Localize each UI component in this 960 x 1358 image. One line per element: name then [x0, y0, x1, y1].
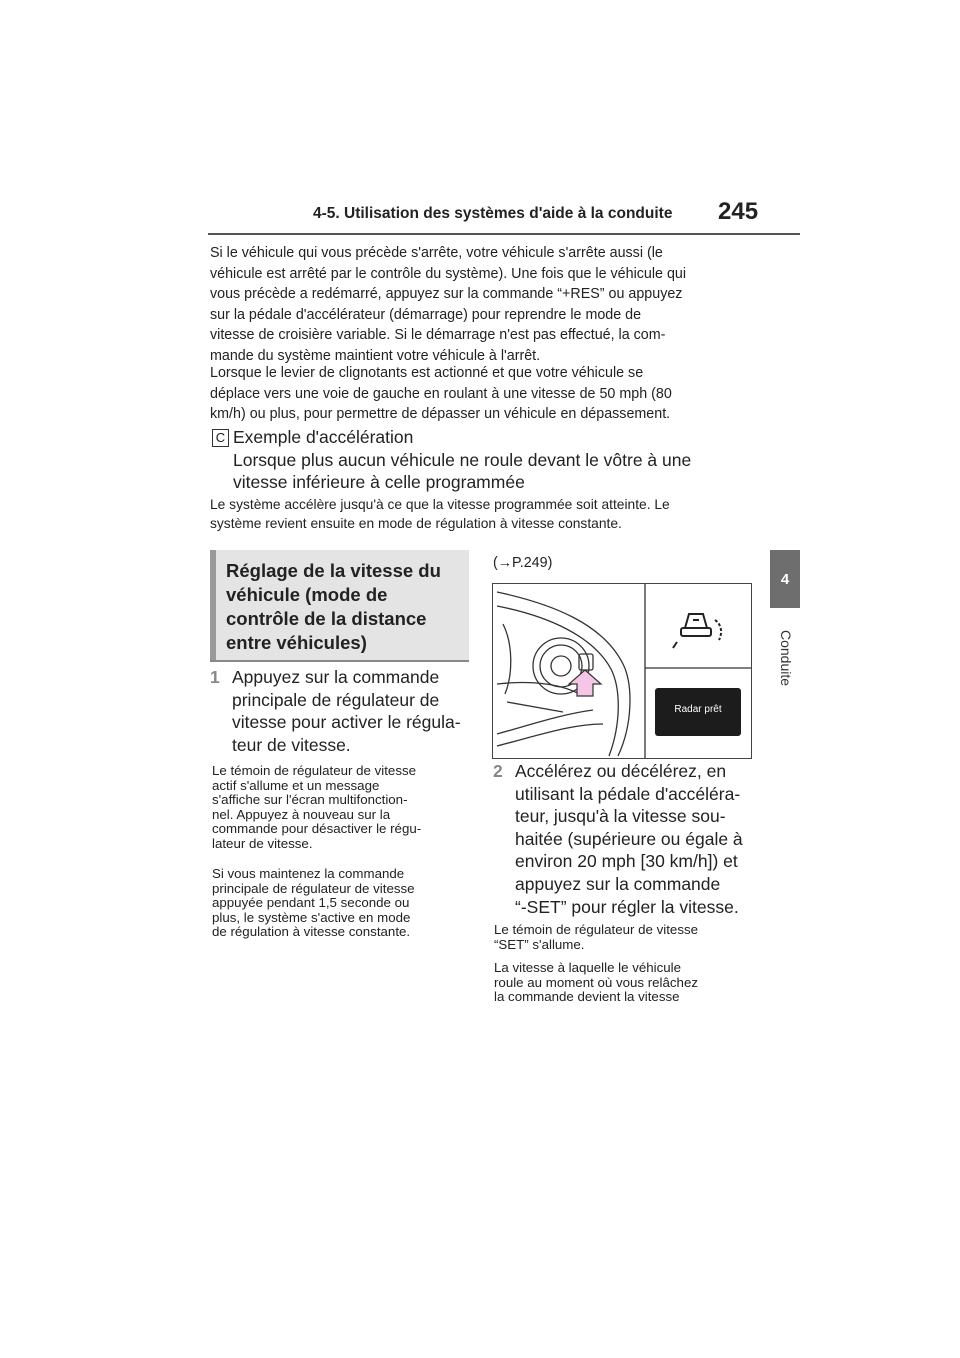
section-heading	[226, 559, 466, 655]
text-line: Exemple d'accélération	[233, 427, 414, 447]
text-line: Si vous maintenez la commande	[212, 866, 405, 881]
section-heading-bar	[210, 550, 216, 660]
text-line: vitesse pour activer le régula-	[232, 712, 461, 733]
step-number: 1	[210, 667, 220, 687]
text-line: vous précède a redémarré, appuyez sur la commande “+RES” ou appuyez	[210, 286, 683, 302]
text-line: roule au moment où vous relâchez	[494, 974, 698, 990]
text-line: de régulation à vitesse constante.	[212, 924, 411, 940]
text-line: Si le véhicule qui vous précède s'arrête, votre véhicule s'arrête aussi (le	[210, 245, 663, 261]
text-line: principale de régulateur de vitesse	[212, 880, 415, 896]
text-line: nel. Appuyez à nouveau sur la	[212, 806, 391, 822]
text-line: “-SET” pour régler la vitesse.	[515, 896, 739, 917]
intro-paragraph-1	[210, 243, 770, 366]
text-line: environ 20 mph [30 km/h]) et	[515, 851, 738, 872]
text-line: teur, jusqu'à la vitesse sou-	[515, 806, 726, 827]
step-number: 2	[493, 761, 503, 781]
text-line: commande pour désactiver le régu-	[212, 821, 422, 837]
step-1-note-2	[212, 867, 474, 940]
text-line: Lorsque le levier de clignotants est actionné et que votre véhicule se	[210, 365, 644, 381]
text-line: Le témoin de régulateur de vitesse	[212, 763, 417, 778]
text-line: la commande devient la vitesse	[494, 989, 680, 1005]
text-line: système revient ensuite en mode de régulation à vitesse constante.	[210, 516, 622, 531]
steering-wheel-illustration	[493, 584, 751, 758]
step-2-note-2	[494, 961, 756, 1005]
text-line: véhicule (mode de	[226, 584, 388, 605]
example-marker: C	[212, 429, 229, 447]
text-line: sur la pédale d'accélérateur (démarrage) pour reprendre le mode de	[210, 306, 642, 323]
text-line: “SET” s'allume.	[494, 936, 585, 952]
chapter-label-text: Conduite	[778, 629, 794, 687]
text-line: véhicule est arrêté par le contrôle du système). Une fois que le véhicule qui	[210, 265, 687, 282]
text-line: Le système accélère jusqu'à ce que la vitesse programmée soit atteinte. Le	[210, 497, 670, 512]
steering-wheel-icon	[497, 592, 630, 756]
radar-cruise-icon	[673, 614, 721, 648]
running-header: 4-5. Utilisation des systèmes d'aide à la conduite	[313, 205, 673, 222]
example-heading	[233, 426, 773, 494]
page-number: 245	[718, 198, 759, 225]
step-2-note-1	[494, 923, 756, 952]
text-line: actif s'allume et un message	[212, 777, 380, 793]
text-line: mande du système maintient votre véhicule à l'arrêt.	[210, 347, 541, 364]
display-text: Radar prêt	[674, 704, 722, 715]
text-line: vitesse inférieure à celle programmée	[233, 472, 525, 492]
text-line: La vitesse à laquelle le véhicule	[494, 960, 682, 975]
text-line: appuyez sur la commande	[515, 873, 721, 894]
intro-paragraph-2	[210, 363, 770, 425]
text-line: contrôle de la distance	[226, 608, 427, 629]
text-line: Appuyez sur la commande	[232, 667, 440, 687]
chapter-label	[768, 618, 804, 698]
text-line: appuyée pendant 1,5 seconde ou	[212, 895, 410, 911]
text-line: principale de régulateur de	[232, 689, 440, 710]
header-rule	[208, 233, 800, 235]
text-line: teur de vitesse.	[232, 734, 351, 755]
text-line: lateur de vitesse.	[212, 835, 313, 851]
step-1-note-1	[212, 764, 474, 852]
steering-wheel-figure	[492, 583, 752, 759]
text-line: Lorsque plus aucun véhicule ne roule devant le vôtre à une	[233, 449, 692, 470]
example-note	[210, 495, 770, 533]
text-line: plus, le système s'active en mode	[212, 909, 411, 925]
text-line: km/h) ou plus, pour permettre de dépasser un véhicule en dépassement.	[210, 406, 671, 422]
text-line: déplace vers une voie de gauche en roulant à une vitesse de 50 mph (80	[210, 385, 672, 402]
page-reference: (→P.249)	[493, 555, 553, 571]
chapter-tab: 4	[770, 550, 800, 608]
arrow-pointer-icon	[569, 670, 601, 696]
text-line: haitée (supérieure ou égale à	[515, 828, 743, 849]
step-1	[210, 666, 472, 756]
text-line: entre véhicules)	[226, 632, 367, 653]
text-line: Le témoin de régulateur de vitesse	[494, 922, 699, 937]
text-line: Réglage de la vitesse du	[226, 560, 441, 581]
step-2	[493, 760, 758, 918]
text-line: Accélérez ou décélérez, en	[515, 761, 727, 781]
text-line: vitesse de croisière variable. Si le démarrage n'est pas effectué, la com-	[210, 327, 666, 343]
text-line: s'affiche sur l'écran multifonction-	[212, 792, 408, 808]
text-line: utilisant la pédale d'accéléra-	[515, 783, 741, 804]
